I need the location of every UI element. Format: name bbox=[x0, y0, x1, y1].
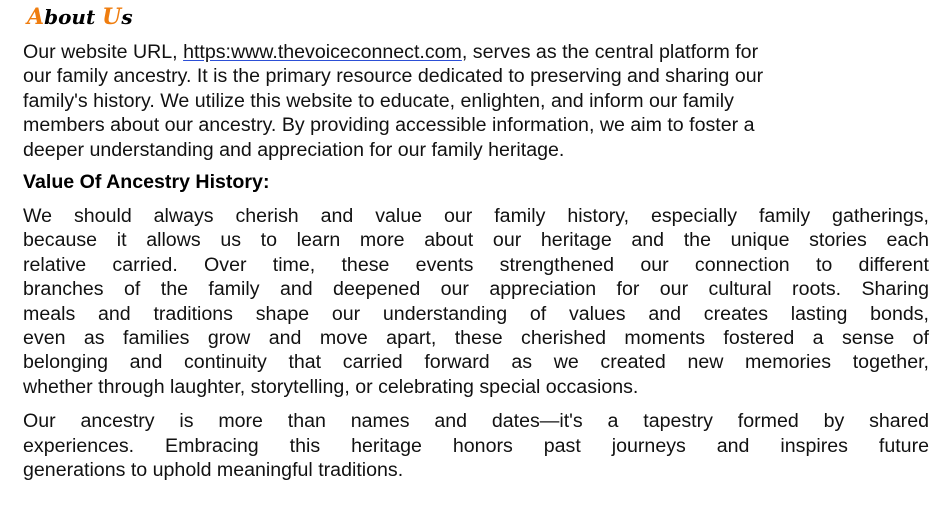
value-line: even as families grow and move apart, these cherished moments fostered a sense of bbox=[23, 327, 929, 350]
intro-line: our family ancestry. It is the primary resource dedicated to preserving and sharing our bbox=[23, 65, 764, 88]
closing-line: generations to uphold meaningful traditions. bbox=[23, 459, 404, 482]
title-part-bout: bout bbox=[44, 5, 103, 29]
value-line: We should always cherish and value our family history, especially family gatherings, bbox=[23, 205, 929, 228]
value-line: belonging and continuity that carried forward as we created new memories together, bbox=[23, 351, 929, 374]
value-line: whether through laughter, storytelling, or celebrating special occasions. bbox=[23, 375, 639, 398]
intro-line: members about our ancestry. By providing accessible information, we aim to foster a bbox=[23, 114, 755, 137]
value-line: because it allows us to learn more about our heritage and the unique stories each bbox=[23, 229, 929, 252]
title-initial-u: U bbox=[102, 4, 122, 30]
value-heading-colon: : bbox=[262, 171, 270, 194]
value-of-ancestry-heading bbox=[23, 170, 929, 194]
intro-pre-link: Our website URL, bbox=[23, 41, 184, 63]
value-heading-text: Value Of Ancestry History bbox=[23, 171, 263, 194]
intro-line-1 bbox=[23, 40, 929, 64]
page-title bbox=[27, 4, 929, 30]
closing-line: experiences. Embracing this heritage honors past journeys and inspires future bbox=[23, 434, 929, 457]
title-part-s: s bbox=[121, 5, 133, 29]
intro-paragraph bbox=[23, 40, 929, 162]
value-paragraph bbox=[23, 204, 929, 399]
intro-line: family's history. We utilize this website to educate, enlighten, and inform our family bbox=[23, 89, 734, 112]
website-link[interactable]: https:www.thevoiceconnect.com bbox=[183, 41, 462, 63]
title-initial-a: A bbox=[27, 4, 45, 30]
value-line: branches of the family and deepened our appreciation for our cultural roots. Sharing bbox=[23, 278, 929, 301]
value-line: meals and traditions shape our understanding of values and creates lasting bonds, bbox=[23, 302, 929, 325]
intro-line: deeper understanding and appreciation for our family heritage. bbox=[23, 138, 565, 161]
intro-post-link: , serves as the central platform for bbox=[461, 41, 759, 63]
closing-paragraph bbox=[23, 409, 929, 482]
closing-line: Our ancestry is more than names and dates—it's a tapestry formed by shared bbox=[23, 410, 929, 433]
value-line: relative carried. Over time, these events strengthened our connection to different bbox=[23, 253, 929, 276]
